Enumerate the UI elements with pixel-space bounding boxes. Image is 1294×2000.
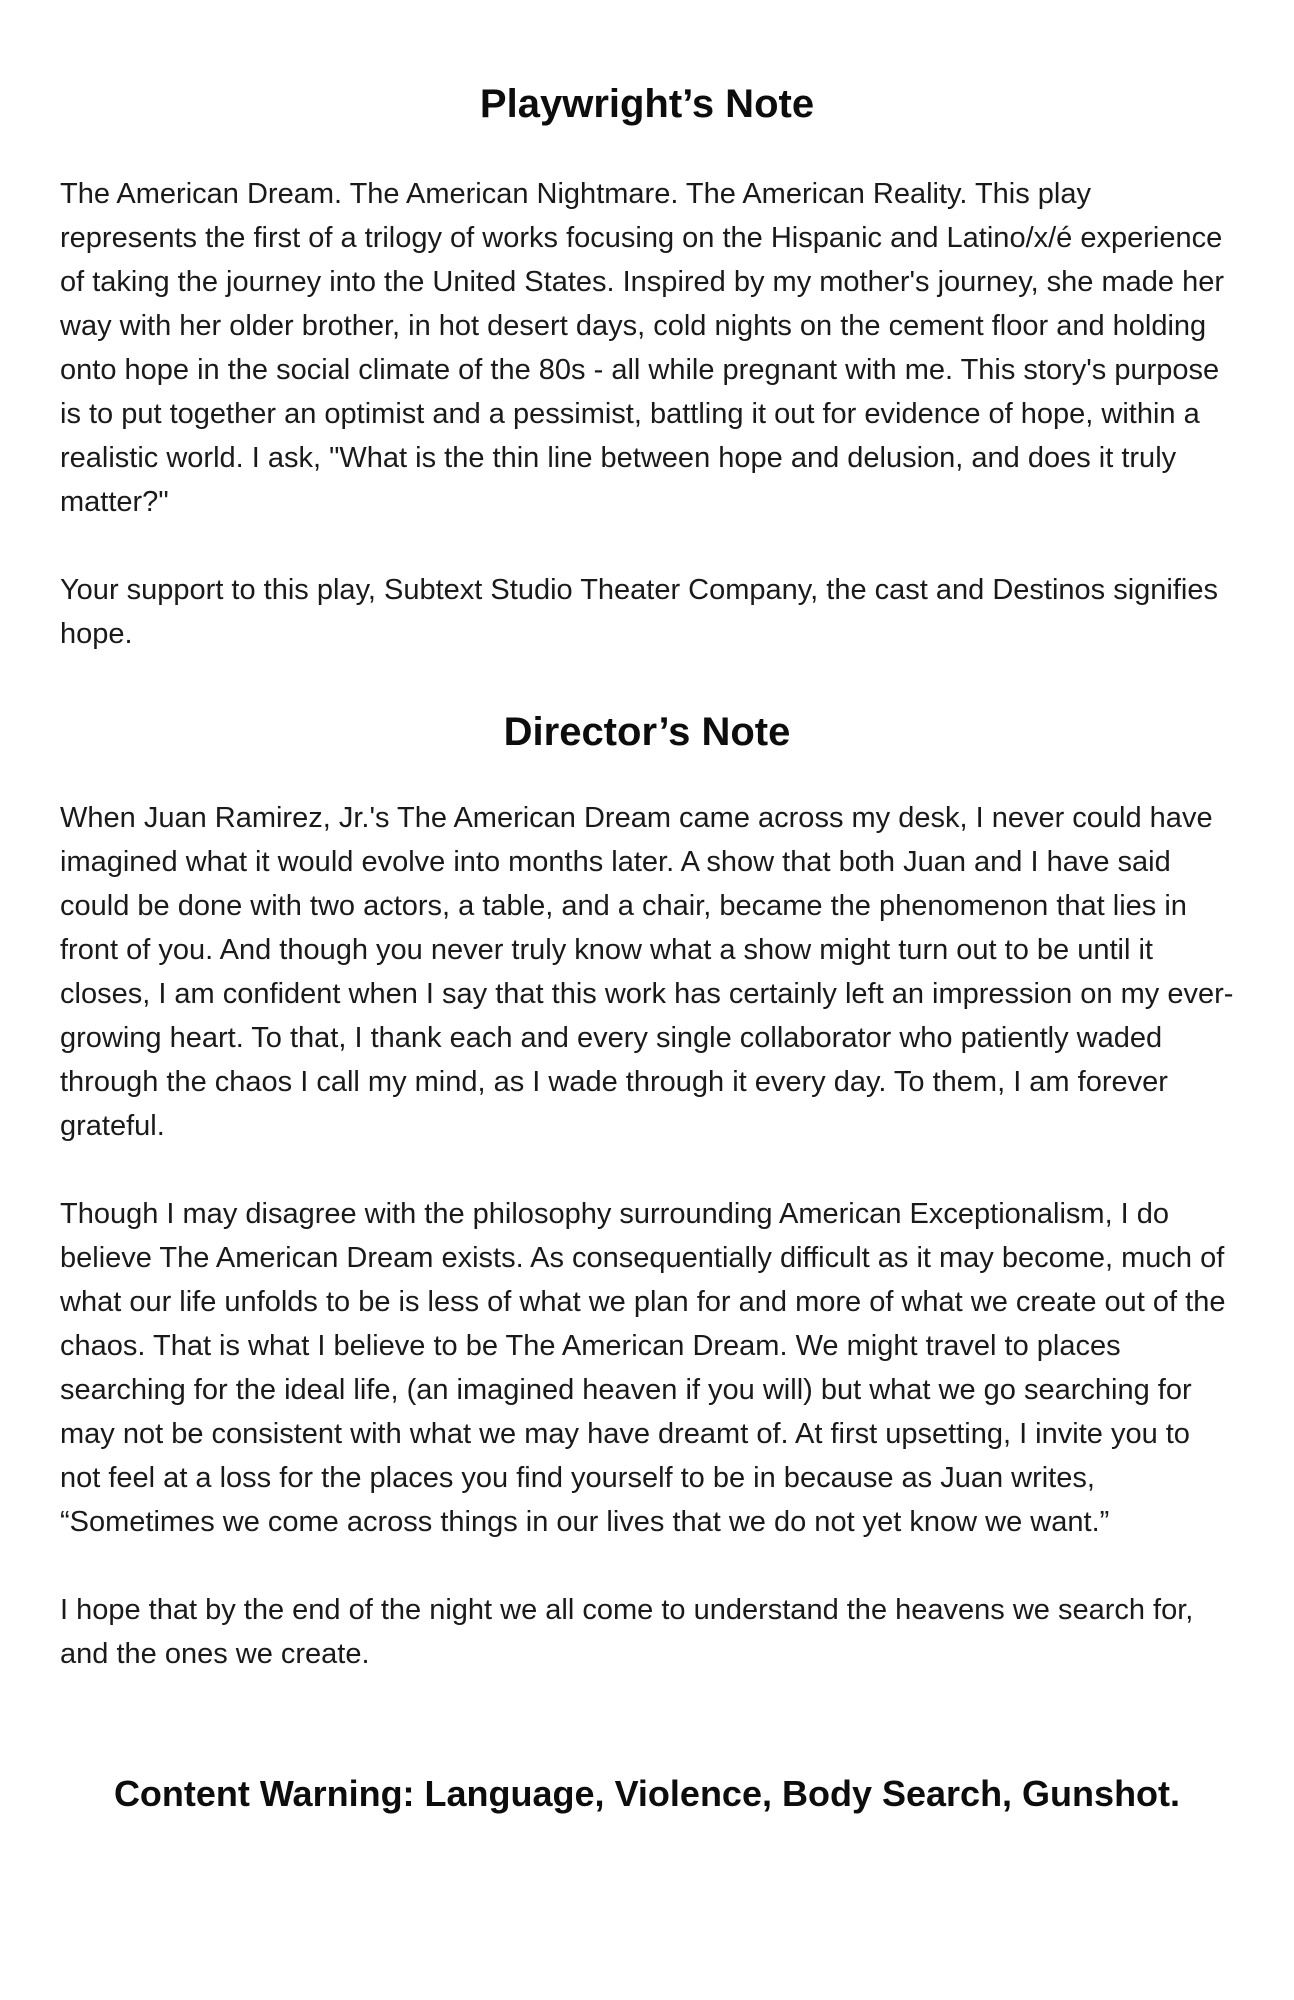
playwright-note-paragraph: The American Dream. The American Nightmare. The American Reality. This play represents the first of a trilogy of works focusing on the Hispanic and Latino/x/é experience of taking the journey into the United States. Inspired by my mother's journey, she made her way with her older brother, in hot desert days, cold nights on the cement floor and holding onto hope in the social climate of the 80s - all while pregnant with me. This story's purpose is to put together an optimist and a pessimist, battling it out for evidence of hope, within a realistic world. I ask, "What is the thin line between hope and delusion, and does it truly matter?" (60, 178, 1225, 518)
playwright-note-heading: Playwright’s Note (479, 82, 815, 126)
director-note-paragraph: Though I may disagree with the philosophy surrounding American Exceptionalism, I do believe The American Dream exists. As consequentially difficult as it may become, much of what our life unfolds to be is less of what we plan for and more of what we create out of the chaos. That is what I believe to be The American Dream. We might travel to places searching for the ideal life, (an imagined heaven if you will) but what we go searching for may not be consistent with what we may have dreamt of. At first upsetting, I invite you to not feel at a loss for the places you find yourself to be in because as Juan writes, “Sometimes we come across things in our lives that we do not yet know we want.” (60, 1198, 1226, 1538)
director-note-paragraph: I hope that by the end of the night we all come to understand the heavens we search for, and the ones we create. (60, 1594, 1194, 1670)
playwright-note-paragraph: Your support to this play, Subtext Studio Theater Company, the cast and Destinos signifies hope. (60, 574, 1218, 650)
program-notes-page (60, 0, 1234, 1816)
director-note-paragraph: When Juan Ramirez, Jr.'s The American Dream came across my desk, I never could have imagined what it would evolve into months later. A show that both Juan and I have said could be done with two actors, a table, and a chair, became the phenomenon that lies in front of you. And though you never truly know what a show might turn out to be until it closes, I am confident when I say that this work has certainly left an impression on my ever-growing heart. To that, I thank each and every single collaborator who patiently waded through the chaos I call my mind, as I wade through it every day. To them, I am forever grateful. (60, 802, 1234, 1142)
director-note-heading: Director’s Note (503, 710, 791, 754)
content-warning: Content Warning: Language, Violence, Body Search, Gunshot. (113, 1773, 1181, 1814)
